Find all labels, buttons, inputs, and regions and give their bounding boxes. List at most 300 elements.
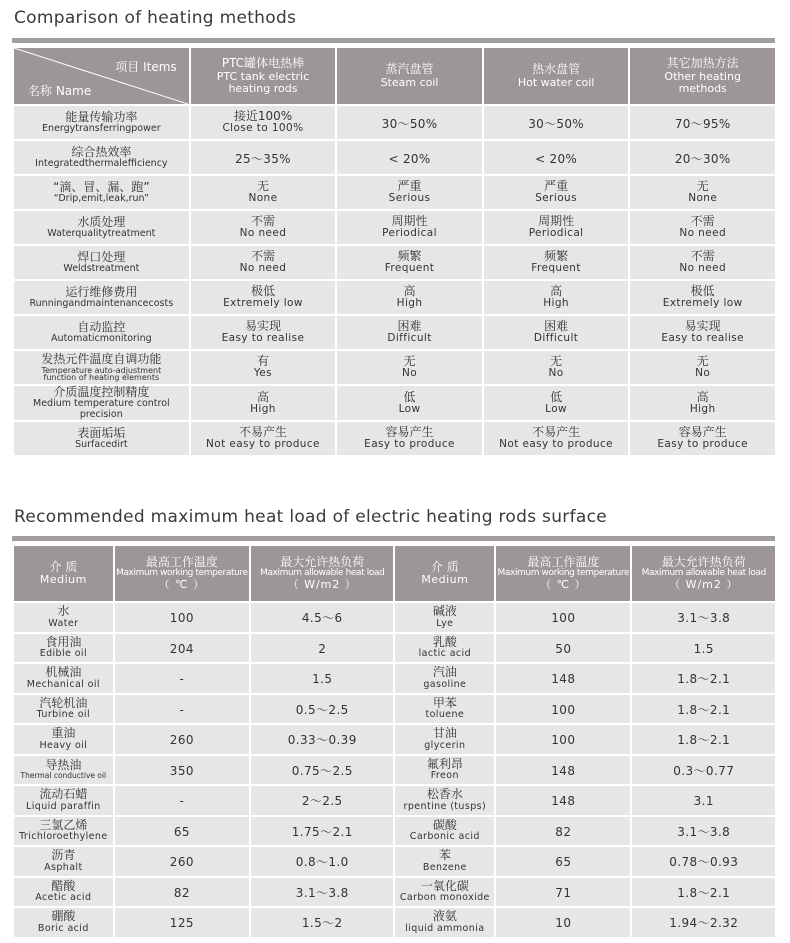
value-cn: 不需: [690, 214, 715, 229]
heat-load-table: [12, 544, 777, 939]
temp-value: -: [179, 794, 185, 809]
medium-cell: [14, 908, 113, 937]
medium-cn: 甲苯: [432, 695, 457, 710]
header-cn: 介 质: [49, 559, 78, 574]
heat-load-body: [14, 603, 775, 937]
value-en: No need: [239, 227, 287, 240]
value-en: Periodical: [528, 227, 584, 240]
medium-en: glycerin: [424, 739, 466, 751]
load-cell: [632, 603, 775, 632]
medium-cell: [395, 725, 494, 754]
load-cell: [251, 695, 393, 724]
value-cn: 高: [403, 284, 416, 299]
value-en: No need: [679, 227, 727, 240]
load-cell: [251, 786, 393, 815]
temp-value: 82: [555, 824, 572, 839]
medium-en: Benzene: [422, 861, 467, 873]
load-cell: [632, 725, 775, 754]
medium-cell: [395, 847, 494, 876]
header-temp: [496, 546, 630, 601]
value-en: Frequent: [384, 262, 435, 275]
value-cn: 不易产生: [238, 425, 287, 440]
comparison-row: [14, 386, 775, 420]
temp-cell: [115, 756, 249, 785]
comparison-row: [14, 246, 775, 279]
load-cell: [251, 847, 393, 876]
corner-name-label: 名称 Name: [28, 83, 92, 98]
load-cell: [251, 878, 393, 907]
medium-cn: 重油: [51, 726, 76, 741]
col-header-en: Hot water coil: [517, 75, 595, 89]
temp-value: -: [179, 702, 185, 717]
value-cell: [191, 246, 336, 279]
col-header-other: [630, 48, 775, 104]
temp-cell: [496, 695, 630, 724]
header-medium: [14, 546, 113, 601]
medium-en: toluene: [425, 709, 465, 721]
row-header: [14, 246, 189, 279]
temp-cell: [115, 878, 249, 907]
row-header: [14, 351, 189, 384]
temp-cell: [115, 847, 249, 876]
row-header: [14, 281, 189, 314]
value-cn: 不易产生: [532, 425, 581, 440]
medium-cn: 硼酸: [51, 909, 76, 924]
temp-cell: [496, 756, 630, 785]
row-header-en: Runningandmaintenancecosts: [29, 297, 174, 309]
value-en: Periodical: [382, 227, 437, 240]
comparison-row: [14, 351, 775, 384]
temp-value: 260: [169, 855, 194, 870]
heat-load-row: [14, 695, 775, 724]
col-header-cn: 热水盘管: [532, 62, 581, 77]
value-cn: 困难: [544, 319, 569, 334]
value-en: Difficult: [387, 332, 432, 345]
medium-cn: 碱液: [432, 604, 457, 619]
medium-en: gasoline: [423, 678, 467, 690]
temp-cell: [115, 786, 249, 815]
value-text: 30～50%: [528, 116, 584, 131]
load-value: 3.1～3.8: [295, 885, 349, 900]
value-cn: 严重: [397, 179, 422, 194]
temp-cell: [115, 634, 249, 663]
comparison-table: [12, 46, 777, 457]
comparison-header-row: [14, 48, 775, 104]
value-cell: [191, 176, 336, 209]
header-load: [632, 546, 775, 601]
value-en: High: [250, 402, 276, 415]
medium-cell: [395, 603, 494, 632]
heat-load-row: [14, 878, 775, 907]
medium-cn: 醋酸: [51, 878, 76, 893]
temp-value: 100: [551, 733, 576, 748]
col-header-cn: 蒸汽盘管: [385, 62, 434, 77]
row-header-en: Integratedthermalefficiency: [35, 157, 168, 169]
value-en: None: [248, 192, 278, 205]
load-cell: [632, 695, 775, 724]
row-header-cn: 水质处理: [77, 214, 126, 229]
value-text: < 20%: [388, 151, 431, 166]
col-header-cn: PTC罐体电热棒: [221, 56, 305, 71]
value-cn: 容易产生: [678, 425, 727, 440]
load-value: 1.8～2.1: [677, 672, 731, 687]
value-cell: [191, 422, 336, 455]
header-load: [251, 546, 393, 601]
medium-en: liquid ammonia: [405, 922, 485, 934]
value-en: High: [689, 402, 716, 415]
medium-cell: [395, 664, 494, 693]
medium-cn: 汽油: [432, 665, 457, 680]
medium-cell: [395, 817, 494, 846]
value-cn: 频繁: [544, 249, 569, 264]
load-value: 3.1～3.8: [677, 824, 731, 839]
load-value: 1.8～2.1: [677, 702, 731, 717]
load-value: 3.1～3.8: [677, 611, 731, 626]
comparison-row: [14, 316, 775, 349]
col-header-en: PTC tank electric heating rods: [216, 69, 310, 95]
value-cell: [191, 386, 336, 420]
value-en: None: [688, 192, 718, 205]
header-en: Medium: [421, 573, 469, 587]
value-en: High: [543, 297, 569, 310]
value-cell: [484, 422, 629, 455]
load-value: 0.75～2.5: [291, 763, 353, 778]
value-en: No: [548, 367, 564, 380]
row-header: [14, 106, 189, 139]
col-header-steam: [337, 48, 482, 104]
value-en: Extremely low: [662, 297, 743, 310]
value-en: No need: [239, 262, 287, 275]
value-cell: [337, 316, 482, 349]
col-header-ptc: [191, 48, 336, 104]
temp-value: 148: [551, 672, 576, 687]
value-cell: [484, 176, 629, 209]
temp-cell: [115, 725, 249, 754]
value-cell: [630, 386, 775, 420]
comparison-row: [14, 176, 775, 209]
value-cn: 低: [550, 389, 563, 404]
header-temp: [115, 546, 249, 601]
header-unit: （ W/m2 ）: [669, 577, 739, 591]
value-en: Close to 100%: [222, 122, 304, 135]
medium-cn: 甘油: [432, 726, 457, 741]
temp-value: 260: [169, 733, 194, 748]
value-cell: [191, 316, 336, 349]
load-value: 4.5～6: [301, 611, 343, 626]
value-cell: [630, 176, 775, 209]
value-cn: 不需: [250, 214, 275, 229]
value-cn: 无: [550, 354, 563, 369]
medium-cn: 水: [57, 604, 70, 619]
value-cell: [191, 211, 336, 244]
row-header: [14, 422, 189, 455]
temp-cell: [496, 817, 630, 846]
medium-cell: [14, 756, 113, 785]
temp-value: 100: [551, 702, 576, 717]
temp-cell: [496, 786, 630, 815]
value-cell: [484, 351, 629, 384]
comparison-title: Comparison of heating methods: [14, 8, 297, 28]
header-en: Maximum working temperature: [497, 568, 630, 579]
header-cn: 介 质: [430, 559, 459, 574]
temp-value: 204: [169, 641, 194, 656]
load-cell: [632, 756, 775, 785]
temp-value: -: [179, 672, 185, 687]
medium-cell: [14, 664, 113, 693]
temp-value: 125: [169, 916, 194, 931]
medium-en: lactic acid: [418, 648, 472, 660]
value-en: Not easy to produce: [206, 438, 320, 451]
medium-en: Carbon monoxide: [399, 892, 490, 904]
heat-load-header-row: [14, 546, 775, 601]
value-cell: [630, 141, 775, 174]
value-cn: 周期性: [538, 214, 575, 229]
medium-cell: [14, 634, 113, 663]
row-header-cn: 能量传输功率: [65, 109, 138, 124]
medium-cell: [395, 908, 494, 937]
medium-en: Mechanical oil: [26, 678, 100, 690]
medium-cn: 液氨: [432, 909, 457, 924]
header-unit: （ ℃ ）: [158, 577, 206, 591]
value-cn: 严重: [544, 179, 569, 194]
load-value: 0.5～2.5: [295, 702, 349, 717]
comparison-row: [14, 106, 775, 139]
row-header: [14, 316, 189, 349]
heat-load-row: [14, 664, 775, 693]
header-medium: [395, 546, 494, 601]
temp-value: 10: [555, 916, 572, 931]
temp-value: 50: [555, 641, 572, 656]
medium-cn: 流动石蜡: [39, 787, 88, 802]
value-cn: 易实现: [684, 319, 721, 334]
medium-cn: 苯: [438, 848, 451, 863]
value-text: 25～35%: [235, 151, 291, 166]
value-cell: [484, 386, 629, 420]
row-header-en: Temperature auto-adjustment function of heating elements: [41, 365, 162, 383]
medium-en: rpentine (tusps): [403, 800, 487, 812]
temp-value: 71: [555, 885, 572, 900]
row-header: [14, 176, 189, 209]
value-text: 70～95%: [674, 116, 731, 131]
load-cell: [632, 878, 775, 907]
header-en: Maximum working temperature: [116, 568, 248, 579]
heat-load-row: [14, 786, 775, 815]
value-cn: 有: [256, 354, 269, 369]
load-value: 1.8～2.1: [677, 733, 731, 748]
medium-en: Turbine oil: [36, 709, 91, 721]
value-cn: 易实现: [244, 319, 281, 334]
medium-cell: [395, 695, 494, 724]
header-en: Maximum allowable heat load: [260, 568, 385, 579]
medium-cn: 导热油: [45, 758, 82, 773]
value-en: Yes: [253, 367, 273, 380]
temp-cell: [115, 695, 249, 724]
row-header-en: Automaticmonitoring: [51, 332, 152, 344]
medium-en: Water: [48, 617, 79, 629]
row-header-cn: 焊口处理: [77, 249, 126, 264]
row-header: [14, 386, 189, 420]
value-en: Difficult: [533, 332, 579, 345]
col-header-hot-water: [484, 48, 629, 104]
medium-cn: 三氯乙烯: [39, 817, 88, 832]
value-text: 30～50%: [381, 116, 438, 131]
load-value: 1.75～2.1: [291, 824, 353, 839]
value-text: < 20%: [535, 151, 578, 166]
load-value: 1.8～2.1: [677, 885, 731, 900]
temp-cell: [496, 725, 630, 754]
row-header-en: “Drip,emit,leak,run”: [53, 192, 149, 204]
corner-items-label: 项目 Items: [115, 60, 177, 74]
load-cell: [632, 634, 775, 663]
value-cell: [484, 281, 629, 314]
heat-load-row: [14, 817, 775, 846]
value-en: No: [695, 367, 711, 380]
temp-value: 350: [169, 763, 194, 778]
temp-cell: [496, 908, 630, 937]
value-en: Low: [398, 402, 421, 415]
value-cell: [630, 106, 775, 139]
value-cn: 高: [256, 389, 269, 404]
comparison-row: [14, 281, 775, 314]
load-value: 2～2.5: [301, 794, 343, 809]
temp-cell: [496, 634, 630, 663]
medium-cn: 碳酸: [432, 817, 457, 832]
medium-cn: 一氧化碳: [420, 878, 469, 893]
temp-value: 148: [551, 794, 576, 809]
header-cn: 最高工作温度: [145, 554, 218, 569]
comparison-row: [14, 141, 775, 174]
value-cell: [191, 351, 336, 384]
row-header-cn: “滴、冒、漏、跑”: [53, 179, 150, 194]
header-unit: （ W/m2 ）: [287, 577, 357, 591]
temp-cell: [115, 664, 249, 693]
medium-en: Asphalt: [44, 861, 83, 873]
heat-load-row: [14, 634, 775, 663]
value-en: No need: [679, 262, 727, 275]
medium-cell: [14, 725, 113, 754]
value-en: Frequent: [531, 262, 581, 275]
row-header-en: Energytransferringpower: [42, 122, 161, 134]
value-text: 20～30%: [674, 151, 731, 166]
value-cell: [630, 246, 775, 279]
medium-cell: [14, 817, 113, 846]
medium-en: Carbonic acid: [409, 831, 480, 843]
value-cn: 无: [403, 354, 416, 369]
header-cn: 最高工作温度: [527, 554, 600, 569]
temp-cell: [496, 847, 630, 876]
load-cell: [251, 817, 393, 846]
medium-cn: 汽轮机油: [39, 695, 88, 710]
row-header-cn: 自动监控: [77, 319, 126, 334]
row-header-cn: 介质温度控制精度: [53, 385, 150, 399]
value-cell: [337, 386, 482, 420]
value-cell: [484, 106, 629, 139]
medium-cn: 松香水: [426, 787, 463, 802]
value-cell: [630, 316, 775, 349]
value-cell: [191, 281, 336, 314]
value-cn: 频繁: [397, 249, 422, 264]
comparison-row: [14, 422, 775, 455]
load-value: 0.78～0.93: [669, 855, 739, 870]
temp-cell: [496, 878, 630, 907]
value-en: Extremely low: [223, 297, 303, 310]
value-cell: [337, 422, 482, 455]
medium-cell: [395, 786, 494, 815]
value-cell: [337, 281, 482, 314]
col-header-en: Other heating methods: [664, 69, 741, 95]
load-value: 0.3～0.77: [673, 763, 735, 778]
value-cell: [337, 351, 482, 384]
medium-cell: [395, 756, 494, 785]
load-cell: [251, 756, 393, 785]
heat-load-title: Recommended maximum heat load of electric heating rods surface: [14, 507, 607, 527]
value-cell: [337, 141, 482, 174]
header-en: Medium: [39, 573, 87, 587]
comparison-row: [14, 211, 775, 244]
medium-cn: 氟利昂: [426, 756, 463, 771]
value-cn: 接近100%: [233, 109, 293, 124]
value-en: Easy to produce: [364, 438, 455, 451]
value-en: Serious: [535, 192, 577, 205]
value-cell: [191, 106, 336, 139]
header-cn: 最大允许热负荷: [280, 554, 365, 569]
value-cn: 低: [403, 389, 416, 404]
load-cell: [251, 603, 393, 632]
medium-cell: [395, 878, 494, 907]
value-cn: 极低: [690, 284, 715, 299]
load-value: 2: [318, 641, 327, 656]
title-underline: [12, 38, 775, 43]
medium-en: Acetic acid: [35, 892, 92, 904]
load-value: 1.5～2: [301, 916, 343, 931]
value-cell: [337, 176, 482, 209]
value-cn: 极低: [250, 284, 275, 299]
col-header-cn: 其它加热方法: [666, 56, 739, 71]
header-cn: 最大允许热负荷: [661, 554, 746, 569]
medium-cell: [395, 634, 494, 663]
value-cell: [484, 316, 629, 349]
medium-en: Trichloroethylene: [19, 831, 108, 843]
row-header-cn: 表面垢垢: [77, 425, 126, 440]
medium-en: Lye: [436, 617, 454, 629]
value-cn: 高: [696, 389, 709, 404]
corner-header: [14, 48, 189, 104]
value-en: Easy to realise: [221, 332, 305, 345]
value-en: Easy to realise: [661, 332, 745, 345]
load-value: 1.5: [312, 672, 333, 687]
medium-cn: 乳酸: [432, 634, 457, 649]
medium-en: Freon: [430, 770, 459, 782]
value-cell: [337, 246, 482, 279]
load-cell: [251, 634, 393, 663]
value-en: No: [401, 367, 418, 380]
value-en: Low: [545, 402, 568, 415]
temp-value: 82: [173, 885, 190, 900]
medium-en: Liquid paraffin: [26, 800, 101, 812]
value-cn: 无: [696, 179, 709, 194]
load-cell: [632, 847, 775, 876]
load-cell: [251, 725, 393, 754]
comparison-body: [14, 106, 775, 455]
header-unit: （ ℃ ）: [540, 577, 587, 591]
row-header-cn: 发热元件温度自调功能: [41, 352, 162, 367]
load-cell: [632, 664, 775, 693]
value-en: Serious: [388, 192, 431, 205]
value-cell: [630, 422, 775, 455]
value-cell: [337, 106, 482, 139]
value-cell: [630, 211, 775, 244]
medium-cell: [14, 786, 113, 815]
